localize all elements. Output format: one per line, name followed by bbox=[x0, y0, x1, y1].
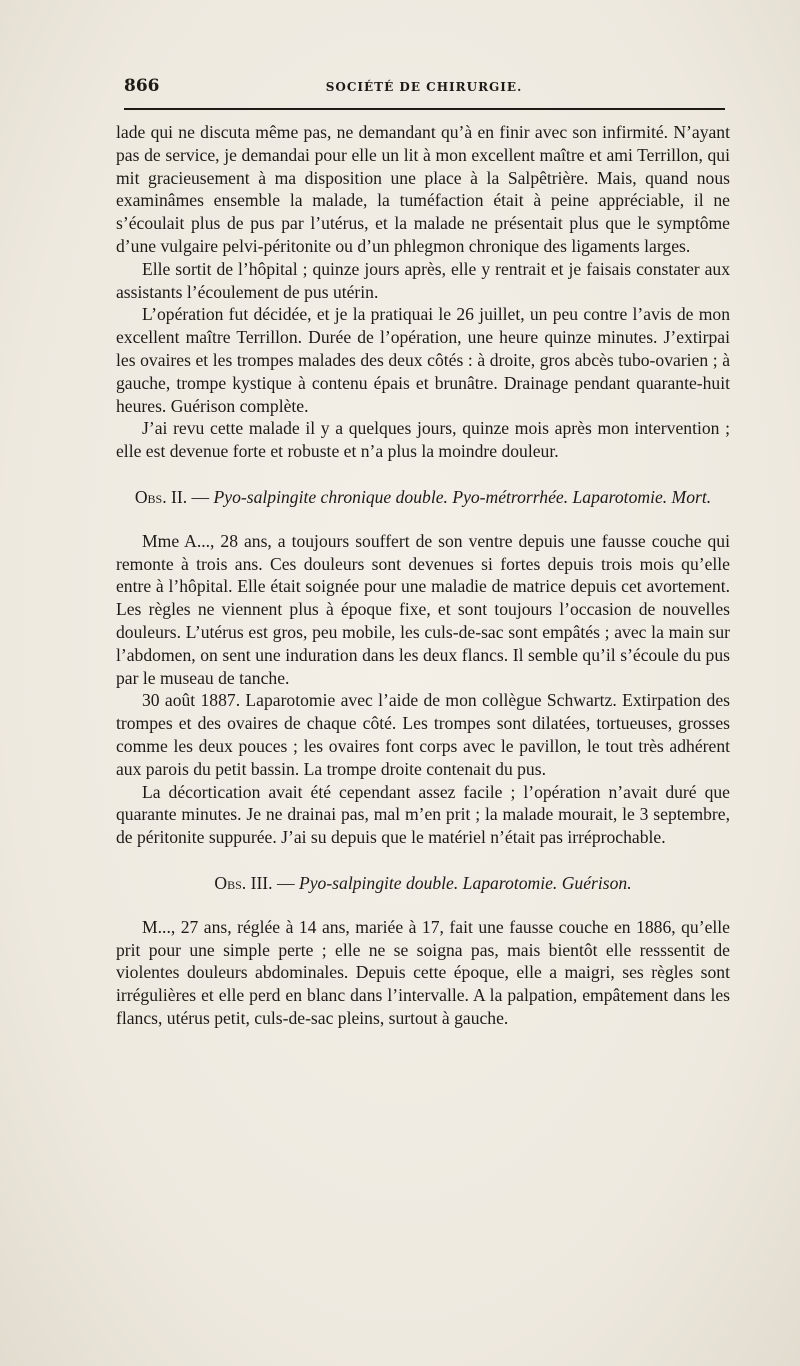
paragraph: J’ai revu cette malade il y a quelques jours, quinze mois après mon intervention ; elle est devenue forte et robuste et n’a plus la moindre douleur. bbox=[116, 418, 730, 462]
obs-2-title: Pyo-salpingite chronique double. Pyo-métrorrhée. Laparotomie. Mort. bbox=[213, 486, 712, 507]
paragraph: M..., 27 ans, réglée à 14 ans, mariée à 17, fait une fausse couche en 1886, qu’elle prit pour une simple perte ; elle ne se soigna pas, mais bientôt elle resssentit de violentes douleurs abdominales. Depuis cette époque, elle a maigri, ses règles sont irrégulières et elle perd en blanc dans l’intervalle. A la palpation, empâtement dans les flancs, utérus petit, culs-de-sac pleins, surtout à gauche. bbox=[116, 916, 730, 1028]
paragraph: Elle sortit de l’hôpital ; quinze jours après, elle y rentrait et je faisais constater aux assistants l’écoulement de pus utérin. bbox=[116, 258, 730, 302]
page-number: 866 bbox=[124, 76, 160, 96]
header-rule bbox=[124, 108, 725, 110]
obs-2-label: Obs. II. — bbox=[134, 486, 210, 507]
obs-3-label: Obs. III. — bbox=[214, 872, 295, 893]
paragraph: lade qui ne discuta même pas, ne demandant qu’à en finir avec son infirmité. N’ayant pas de service, je demandai pour elle un lit à mon excellent maître et ami Terrillon, qui mit gracieusement à ma disposition une place à la Salpêtrière. Mais, quand nous examinâmes ensemble la malade, la tuméfaction était à peine appréciable, il ne s’écoulait plus de pus par l’utérus, et la malade ne présentait plus que le symptôme d’une vulgaire pelvi-péritonite ou d’un phlegmon chronique des ligaments larges. bbox=[116, 122, 730, 256]
paragraph: La décortication avait été cependant assez facile ; l’opération n’avait duré que quarante minutes. Je ne drainai pas, mal m’en prit ; la malade mourait, le 3 septembre, de péritonite suppurée. J’ai su depuis que le matériel n’était pas irréprochable. bbox=[116, 781, 730, 848]
obs-3-title: Pyo-salpingite double. Laparotomie. Guérison. bbox=[298, 872, 632, 893]
obs-2-heading bbox=[116, 486, 730, 509]
page-header bbox=[124, 76, 724, 100]
paragraph: L’opération fut décidée, et je la pratiquai le 26 juillet, un peu contre l’avis de mon excellent maître Terrillon. Durée de l’opération, une heure quinze minutes. J’extirpai les ovaires et les trompes malades des deux côtés : à droite, gros abcès tubo-ovarien ; à gauche, trompe kystique à contenu épais et brunâtre. Drainage pendant quarante-huit heures. Guérison complète. bbox=[116, 304, 730, 416]
body-text bbox=[116, 121, 730, 1030]
obs-3-heading bbox=[116, 872, 730, 895]
paragraph: 30 août 1887. Laparotomie avec l’aide de mon collègue Schwartz. Extirpation des trompes et des ovaires de chaque côté. Les trompes sont dilatées, tortueuses, grosses comme les deux pouces ; les ovaires font corps avec le pavillon, le tout très adhérent aux parois du petit bassin. La trompe droite contenait du pus. bbox=[116, 690, 730, 779]
paragraph: Mme A..., 28 ans, a toujours souffert de son ventre depuis une fausse couche qui remonte à trois ans. Ces douleurs sont devenues si fortes depuis trois mois qu’elle entre à l’hôpital. Elle était soignée pour une maladie de matrice depuis cet avortement. Les règles ne viennent plus à époque fixe, et sont toujours l’occasion de nouvelles douleurs. L’utérus est gros, peu mobile, les culs-de-sac sont empâtés ; avec la main sur l’abdomen, on sent une induration dans les deux flancs. Il semble qu’il s’écoule du pus par le museau de tanche. bbox=[116, 530, 730, 688]
running-title: SOCIÉTÉ DE CHIRURGIE. bbox=[325, 80, 523, 94]
